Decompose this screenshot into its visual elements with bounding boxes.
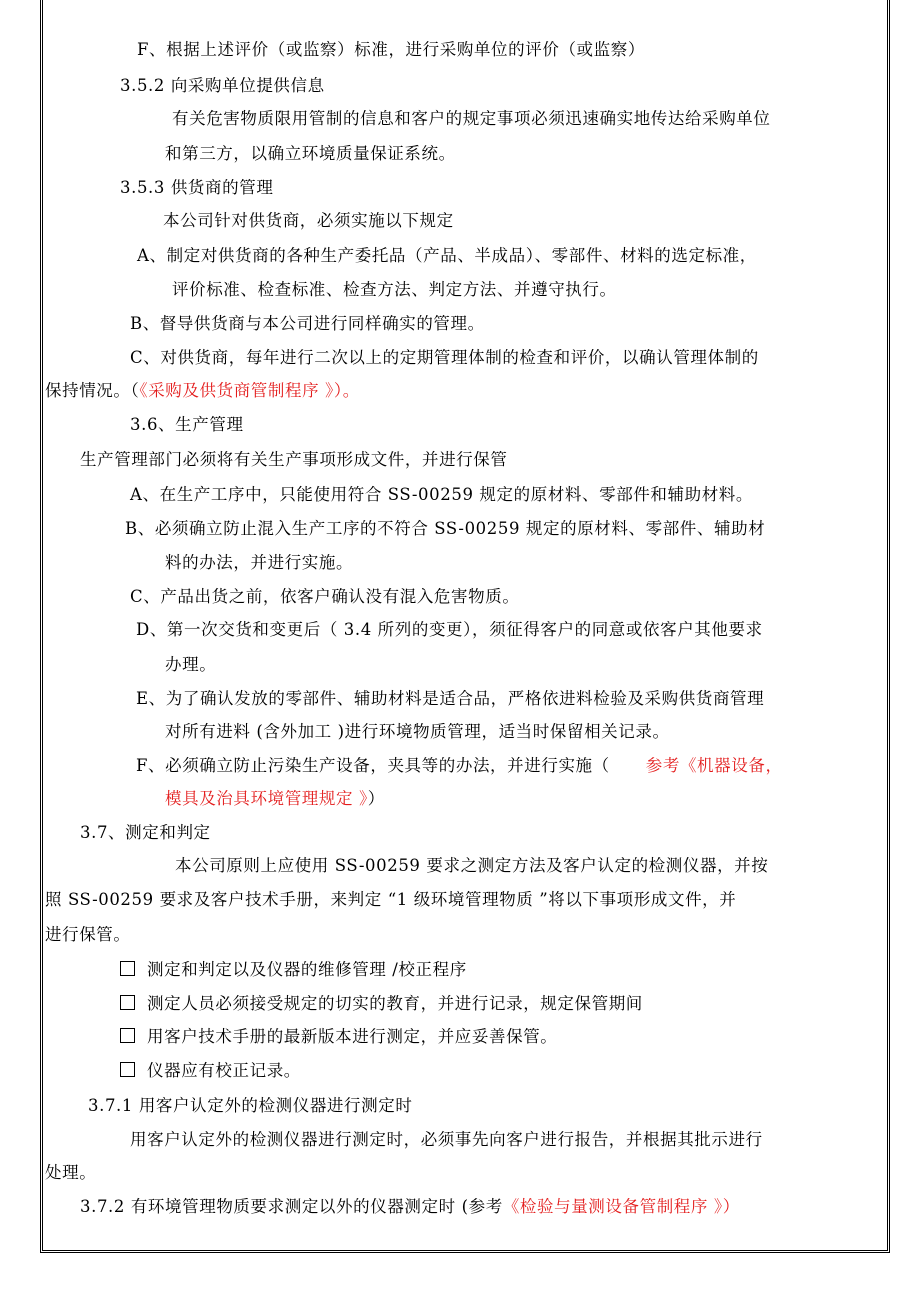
para-3-7-line3: 进行保管。 — [45, 925, 131, 944]
ref-purchasing-procedure: 《采购及供货商管制程序 》）。 — [139, 381, 360, 400]
heading-3-5-2: 3.5.2 向采购单位提供信息 — [120, 76, 325, 95]
para-f-evaluation: F、根据上述评价（或监察）标准，进行采购单位的评价（或监察） — [137, 40, 645, 59]
heading-3-7-2 — [80, 1197, 740, 1217]
para-3-7-line1: 本公司原则上应使用 SS-00259 要求之测定方法及客户认定的检测仪器，并按 — [175, 856, 769, 875]
item-a-line2: 评价标准、检查标准、检查方法、判定方法、并遵守执行。 — [172, 280, 617, 299]
checkbox-square-icon — [120, 995, 135, 1010]
ref-equipment-rules-part1: 参考《机器设备， — [645, 756, 783, 775]
prod-item-e-line2: 对所有进料 (含外加工 )进行环境物质管理，适当时保留相关记录。 — [165, 722, 670, 741]
prod-item-b-line1: B、必须确立防止混入生产工序的不符合 SS-00259 规定的原材料、零部件、辅助材 — [125, 519, 766, 538]
prod-item-f-text: F、必须确立防止污染生产设备，夹具等的办法，并进行实施（ — [136, 756, 610, 775]
ref-equipment-rules-part2: 模具及治具环境管理规定 》 — [165, 789, 368, 808]
para-3-7-1-line1: 用客户认定外的检测仪器进行测定时，必须事先向客户进行报告，并根据其批示进行 — [130, 1130, 763, 1149]
prod-item-e-line1: E、为了确认发放的零部件、辅助材料是适合品，严格依进料检验及采购供货商管理 — [136, 689, 765, 708]
prod-item-a: A、在生产工序中，只能使用符合 SS-00259 规定的原材料、零部件和辅助材料。 — [130, 485, 753, 504]
item-a-line1: A、制定对供货商的各种生产委托品（产品、半成品）、零部件、材料的选定标准， — [137, 246, 757, 265]
checkbox-square-icon — [120, 1062, 135, 1077]
para-3-7-line2: 照 SS-00259 要求及客户技术手册，来判定 “1 级环境管理物质 ”将以下事项形成文件，并 — [45, 890, 737, 909]
para-3-5-2-line1: 有关危害物质限用管制的信息和客户的规定事项必须迅速确实地传达给采购单位 — [172, 109, 771, 128]
checkbox-square-icon — [120, 1028, 135, 1043]
heading-3-6: 3.6、生产管理 — [130, 415, 244, 434]
list-item — [120, 1027, 557, 1047]
item-c-line2 — [45, 381, 360, 401]
item-b: B、督导供货商与本公司进行同样确实的管理。 — [130, 314, 485, 333]
item-c-text: 保持情况。（ — [45, 381, 140, 400]
para-3-7-1-line2: 处理。 — [45, 1163, 97, 1182]
para-3-5-2-line2: 和第三方，以确立环境质量保证系统。 — [165, 144, 456, 163]
heading-3-7-2-text: 3.7.2 有环境管理物质要求测定以外的仪器测定时 (参考 — [80, 1197, 503, 1216]
list-item — [120, 1061, 301, 1081]
list-item — [120, 994, 643, 1014]
heading-3-7-1: 3.7.1 用客户认定外的检测仪器进行测定时 — [88, 1096, 413, 1115]
list-item-text: 用客户技术手册的最新版本进行测定，并应妥善保管。 — [147, 1027, 558, 1046]
item-c-line1: C、对供货商，每年进行二次以上的定期管理体制的检查和评价，以确认管理体制的 — [130, 348, 759, 367]
para-3-6-intro: 生产管理部门必须将有关生产事项形成文件，并进行保管 — [80, 450, 508, 469]
heading-3-7: 3.7、测定和判定 — [80, 823, 211, 842]
list-item-text: 仪器应有校正记录。 — [147, 1061, 301, 1080]
checkbox-square-icon — [120, 961, 135, 976]
closing-paren: ） — [367, 789, 385, 808]
list-item-text: 测定人员必须接受规定的切实的教育，并进行记录，规定保管期间 — [147, 994, 643, 1013]
prod-item-b-line2: 料的办法，并进行实施。 — [165, 553, 354, 572]
list-item — [120, 960, 467, 980]
ref-inspection-procedure: 《检验与量测设备管制程序 》） — [502, 1197, 740, 1216]
list-item-text: 测定和判定以及仪器的维修管理 /校正程序 — [147, 960, 467, 979]
prod-item-f-line2 — [165, 789, 385, 809]
heading-3-5-3: 3.5.3 供货商的管理 — [120, 178, 274, 197]
prod-item-d-line2: 办理。 — [165, 655, 217, 674]
para-3-5-3-intro: 本公司针对供货商，必须实施以下规定 — [163, 211, 454, 230]
prod-item-f-line1 — [136, 756, 783, 776]
prod-item-c: C、产品出货之前，依客户确认没有混入危害物质。 — [130, 587, 520, 606]
prod-item-d-line1: D、第一次交货和变更后（ 3.4 所列的变更），须征得客户的同意或依客户其他要求 — [136, 620, 763, 639]
